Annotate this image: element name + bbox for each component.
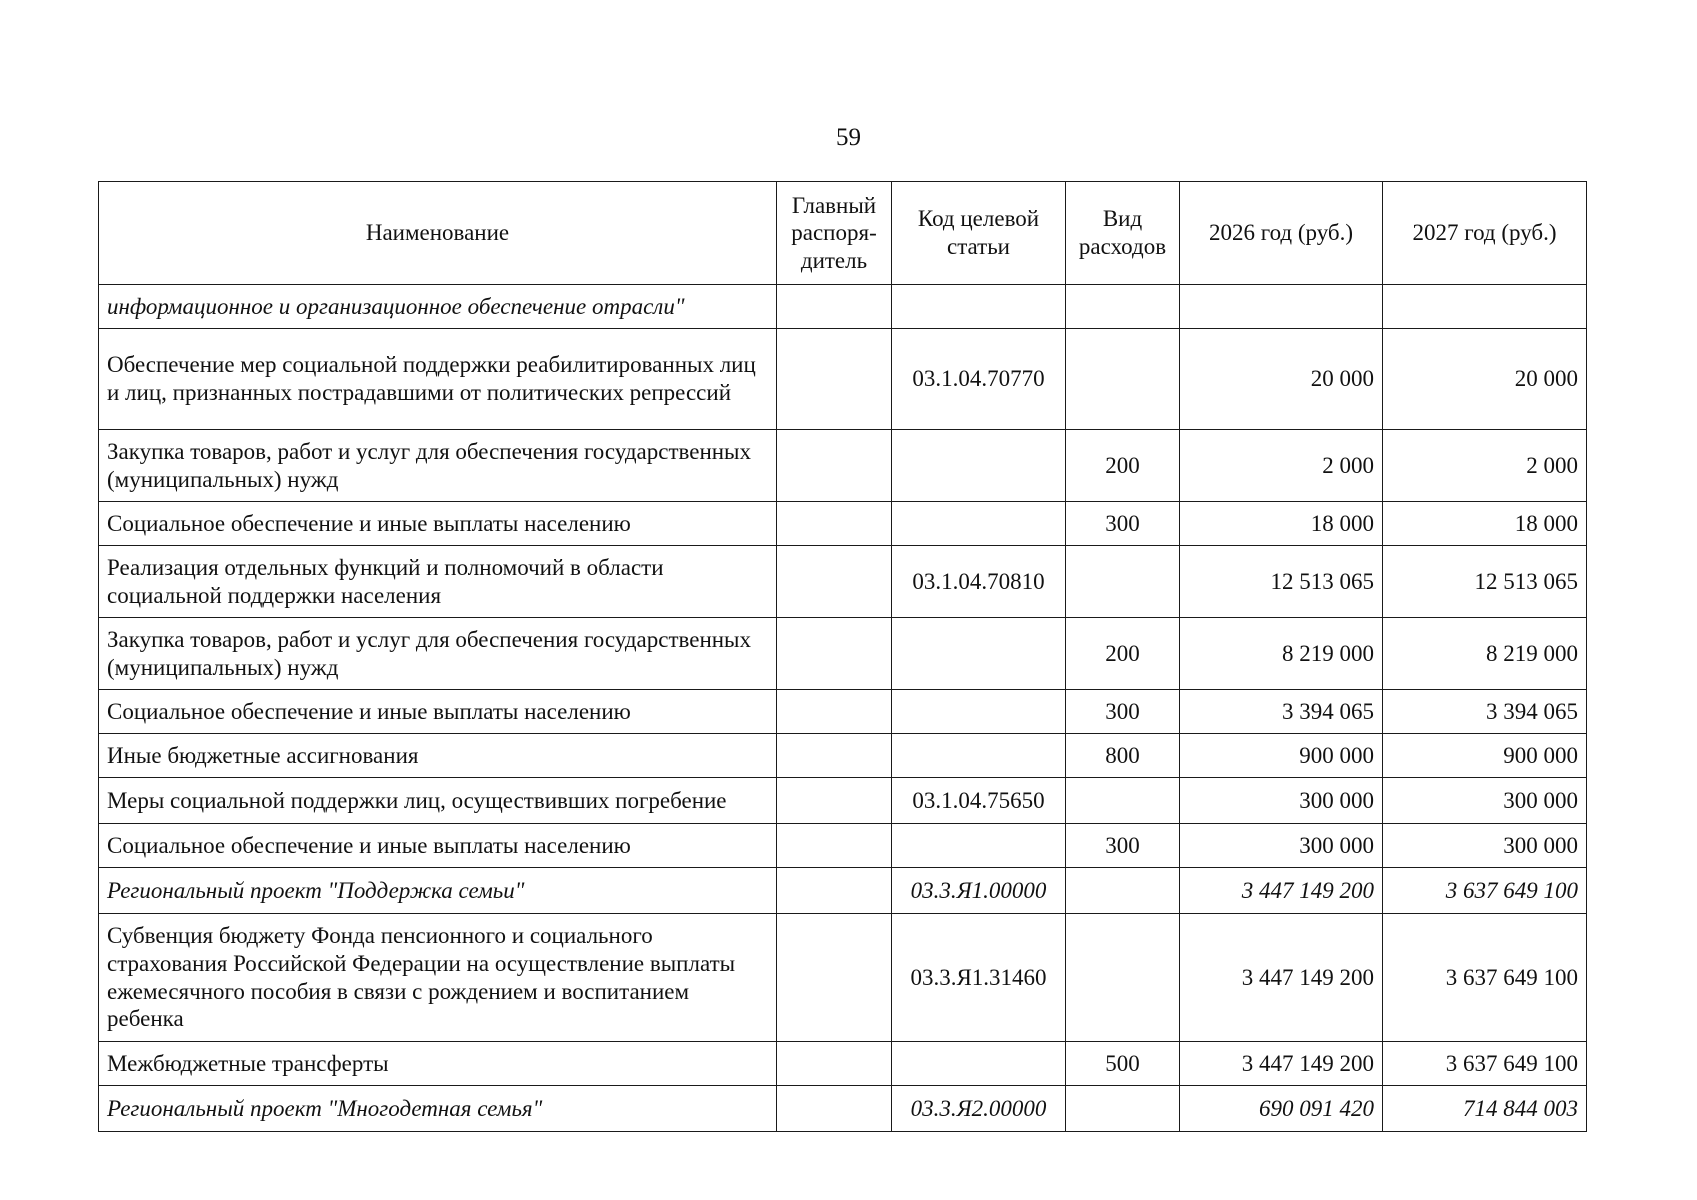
cell-year-2026: 900 000 [1180, 734, 1383, 778]
cell-name: Социальное обеспечение и иные выплаты населению [99, 502, 777, 546]
cell-chief-manager [777, 430, 892, 502]
header-expense-type: Вид расходов [1066, 182, 1180, 285]
cell-target-code: 03.3.Я1.00000 [892, 868, 1066, 914]
cell-expense-type: 500 [1066, 1042, 1180, 1086]
cell-chief-manager [777, 285, 892, 329]
cell-name: информационное и организационное обеспечение отрасли" [99, 285, 777, 329]
cell-target-code: 03.1.04.75650 [892, 778, 1066, 824]
cell-name: Межбюджетные трансферты [99, 1042, 777, 1086]
cell-target-code [892, 734, 1066, 778]
header-name: Наименование [99, 182, 777, 285]
cell-year-2027: 2 000 [1383, 430, 1587, 502]
cell-year-2027: 300 000 [1383, 824, 1587, 868]
cell-chief-manager [777, 1042, 892, 1086]
cell-year-2026: 690 091 420 [1180, 1086, 1383, 1132]
cell-name: Обеспечение мер социальной поддержки реабилитированных лиц и лиц, признанных пострадавшими от политических репрессий [99, 329, 777, 430]
cell-name: Социальное обеспечение и иные выплаты населению [99, 824, 777, 868]
cell-target-code [892, 502, 1066, 546]
cell-target-code [892, 285, 1066, 329]
cell-year-2027: 3 637 649 100 [1383, 914, 1587, 1042]
cell-expense-type [1066, 285, 1180, 329]
table-row [99, 1042, 1587, 1086]
cell-year-2027: 3 637 649 100 [1383, 868, 1587, 914]
table-row [99, 734, 1587, 778]
cell-year-2026: 300 000 [1180, 778, 1383, 824]
cell-year-2027: 714 844 003 [1383, 1086, 1587, 1132]
cell-expense-type: 200 [1066, 618, 1180, 690]
cell-year-2026: 3 394 065 [1180, 690, 1383, 734]
header-chief-manager: Главный распоря-дитель [777, 182, 892, 285]
cell-target-code [892, 824, 1066, 868]
cell-target-code [892, 1042, 1066, 1086]
table-header-row [99, 182, 1587, 285]
table-row [99, 824, 1587, 868]
cell-name: Иные бюджетные ассигнования [99, 734, 777, 778]
cell-chief-manager [777, 618, 892, 690]
cell-name: Закупка товаров, работ и услуг для обеспечения государственных (муниципальных) нужд [99, 618, 777, 690]
header-year-2027: 2027 год (руб.) [1383, 182, 1587, 285]
cell-chief-manager [777, 329, 892, 430]
cell-year-2027: 20 000 [1383, 329, 1587, 430]
cell-chief-manager [777, 778, 892, 824]
table-row [99, 329, 1587, 430]
cell-target-code [892, 430, 1066, 502]
cell-expense-type: 200 [1066, 430, 1180, 502]
cell-chief-manager [777, 502, 892, 546]
cell-year-2026: 20 000 [1180, 329, 1383, 430]
table-row [99, 1086, 1587, 1132]
cell-expense-type [1066, 778, 1180, 824]
cell-expense-type [1066, 546, 1180, 618]
cell-expense-type: 300 [1066, 824, 1180, 868]
table-row [99, 502, 1587, 546]
cell-target-code [892, 618, 1066, 690]
cell-year-2027: 300 000 [1383, 778, 1587, 824]
cell-year-2026: 3 447 149 200 [1180, 868, 1383, 914]
cell-target-code: 03.3.Я1.31460 [892, 914, 1066, 1042]
table-row [99, 914, 1587, 1042]
cell-year-2026: 3 447 149 200 [1180, 914, 1383, 1042]
cell-year-2027: 3 637 649 100 [1383, 1042, 1587, 1086]
cell-expense-type: 300 [1066, 690, 1180, 734]
cell-target-code: 03.1.04.70810 [892, 546, 1066, 618]
cell-year-2026: 8 219 000 [1180, 618, 1383, 690]
cell-name: Закупка товаров, работ и услуг для обеспечения государственных (муниципальных) нужд [99, 430, 777, 502]
cell-name: Региональный проект "Поддержка семьи" [99, 868, 777, 914]
cell-year-2026: 12 513 065 [1180, 546, 1383, 618]
cell-name: Реализация отдельных функций и полномочий в области социальной поддержки населения [99, 546, 777, 618]
cell-expense-type: 800 [1066, 734, 1180, 778]
cell-name: Субвенция бюджету Фонда пенсионного и социального страхования Российской Федерации на осуществление выплаты ежемесячного пособия в связи с рождением и воспитанием ребенка [99, 914, 777, 1042]
table-row [99, 546, 1587, 618]
cell-year-2026: 2 000 [1180, 430, 1383, 502]
cell-name: Социальное обеспечение и иные выплаты населению [99, 690, 777, 734]
cell-expense-type [1066, 1086, 1180, 1132]
table-row [99, 285, 1587, 329]
cell-target-code: 03.3.Я2.00000 [892, 1086, 1066, 1132]
cell-year-2027: 12 513 065 [1383, 546, 1587, 618]
budget-table [98, 181, 1587, 1132]
cell-year-2026: 3 447 149 200 [1180, 1042, 1383, 1086]
cell-name: Региональный проект "Многодетная семья" [99, 1086, 777, 1132]
cell-chief-manager [777, 868, 892, 914]
table-row [99, 778, 1587, 824]
cell-target-code [892, 690, 1066, 734]
table-row [99, 690, 1587, 734]
cell-chief-manager [777, 824, 892, 868]
table-row [99, 868, 1587, 914]
cell-expense-type [1066, 329, 1180, 430]
cell-year-2027 [1383, 285, 1587, 329]
cell-year-2027: 900 000 [1383, 734, 1587, 778]
cell-expense-type [1066, 914, 1180, 1042]
cell-name: Меры социальной поддержки лиц, осуществивших погребение [99, 778, 777, 824]
cell-year-2026: 300 000 [1180, 824, 1383, 868]
cell-year-2026: 18 000 [1180, 502, 1383, 546]
cell-chief-manager [777, 914, 892, 1042]
cell-year-2027: 8 219 000 [1383, 618, 1587, 690]
header-year-2026: 2026 год (руб.) [1180, 182, 1383, 285]
cell-expense-type [1066, 868, 1180, 914]
cell-year-2027: 18 000 [1383, 502, 1587, 546]
header-target-code: Код целевой статьи [892, 182, 1066, 285]
cell-year-2026 [1180, 285, 1383, 329]
table-row [99, 618, 1587, 690]
table-body [99, 285, 1587, 1132]
table-row [99, 430, 1587, 502]
cell-target-code: 03.1.04.70770 [892, 329, 1066, 430]
page-number: 59 [836, 124, 861, 151]
cell-expense-type: 300 [1066, 502, 1180, 546]
cell-chief-manager [777, 546, 892, 618]
cell-chief-manager [777, 1086, 892, 1132]
cell-chief-manager [777, 734, 892, 778]
cell-year-2027: 3 394 065 [1383, 690, 1587, 734]
cell-chief-manager [777, 690, 892, 734]
